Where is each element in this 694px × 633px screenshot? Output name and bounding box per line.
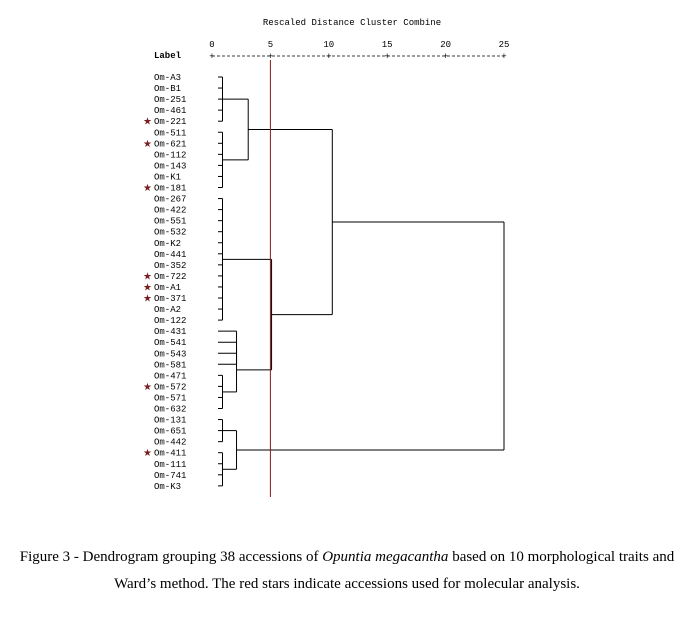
leaf-label: Om-651 bbox=[154, 426, 187, 437]
leaf-label: Om-131 bbox=[154, 415, 187, 426]
star-icon: ★ bbox=[143, 381, 152, 393]
leaf-label: Om-541 bbox=[154, 338, 187, 349]
leaf-label: Om-B1 bbox=[154, 84, 182, 95]
chart-title: Rescaled Distance Cluster Combine bbox=[262, 18, 442, 28]
leaf-label: Om-111 bbox=[154, 459, 187, 470]
star-icon: ★ bbox=[143, 282, 152, 294]
leaf-label: Om-352 bbox=[154, 260, 187, 271]
leaf-label: Om-371 bbox=[154, 294, 187, 304]
tick-label: 20 bbox=[440, 40, 452, 50]
tick-label: 10 bbox=[323, 40, 335, 50]
tick-label: 0 bbox=[209, 40, 215, 50]
tick-label: 15 bbox=[381, 40, 393, 50]
leaf-label: Om-A2 bbox=[154, 305, 182, 316]
leaf-label: Om-461 bbox=[154, 106, 187, 117]
tick-mark: + bbox=[267, 52, 274, 62]
leaf-label: Om-471 bbox=[154, 371, 187, 382]
star-icon: ★ bbox=[143, 116, 152, 128]
leaf-label: Om-571 bbox=[154, 393, 187, 404]
leaf-label: Om-K3 bbox=[154, 481, 182, 492]
caption-suffix: based on 10 morphological traits and Ward’s method. The red stars indicate accessions used for molecular analysis. bbox=[114, 549, 675, 592]
figure-caption bbox=[8, 544, 686, 598]
leaf-label: Om-722 bbox=[154, 271, 187, 282]
leaf-label: Om-K2 bbox=[154, 238, 182, 249]
leaf-label: Om-551 bbox=[154, 216, 187, 227]
leaf-label: Om-K1 bbox=[154, 172, 182, 183]
leaf-label: Om-572 bbox=[154, 382, 187, 393]
tick-mark: + bbox=[442, 52, 449, 62]
leaf-label: Om-251 bbox=[154, 95, 187, 106]
leaf-label: Om-267 bbox=[154, 194, 187, 205]
leaf-label: Om-441 bbox=[154, 249, 187, 260]
leaf-label: Om-A3 bbox=[154, 73, 182, 83]
tick-label: 5 bbox=[267, 40, 274, 50]
leaf-label: Om-221 bbox=[154, 117, 187, 128]
tick-label: 25 bbox=[498, 40, 510, 50]
tick-mark: + bbox=[501, 52, 507, 62]
star-icon: ★ bbox=[143, 271, 152, 283]
leaf-label: Om-741 bbox=[154, 470, 187, 481]
leaf-label: Om-581 bbox=[154, 360, 187, 371]
leaf-label: Om-122 bbox=[154, 316, 187, 327]
leaf-label: Om-181 bbox=[154, 183, 187, 194]
star-icon: ★ bbox=[143, 293, 152, 305]
star-icon: ★ bbox=[143, 138, 152, 150]
leaf-label: Om-511 bbox=[154, 128, 187, 139]
accession-labels bbox=[143, 73, 186, 492]
tick-mark: + bbox=[384, 52, 390, 62]
leaf-label: Om-621 bbox=[154, 139, 187, 150]
tick-mark: + bbox=[209, 52, 215, 62]
star-icon: ★ bbox=[143, 183, 152, 194]
dendrogram-tree bbox=[218, 77, 504, 486]
leaf-label: Om-442 bbox=[154, 437, 187, 448]
leaf-label: Om-143 bbox=[154, 161, 187, 172]
leaf-label: Om-532 bbox=[154, 227, 187, 238]
star-icon: ★ bbox=[143, 448, 152, 460]
leaf-label: Om-543 bbox=[154, 349, 187, 360]
leaf-label: Om-A1 bbox=[154, 282, 182, 293]
leaf-label: Om-422 bbox=[154, 205, 187, 216]
caption-prefix: Figure 3 - Dendrogram grouping 38 accessions of bbox=[19, 549, 323, 565]
leaf-label: Om-112 bbox=[154, 150, 187, 161]
distance-axis bbox=[209, 40, 509, 62]
leaf-label: Om-431 bbox=[154, 327, 187, 338]
leaf-label: Om-632 bbox=[154, 404, 187, 415]
caption-species: Opuntia megacantha bbox=[322, 549, 449, 565]
label-header: Label bbox=[154, 51, 182, 61]
leaf-label: Om-411 bbox=[154, 448, 187, 459]
tick-mark: + bbox=[326, 52, 332, 62]
